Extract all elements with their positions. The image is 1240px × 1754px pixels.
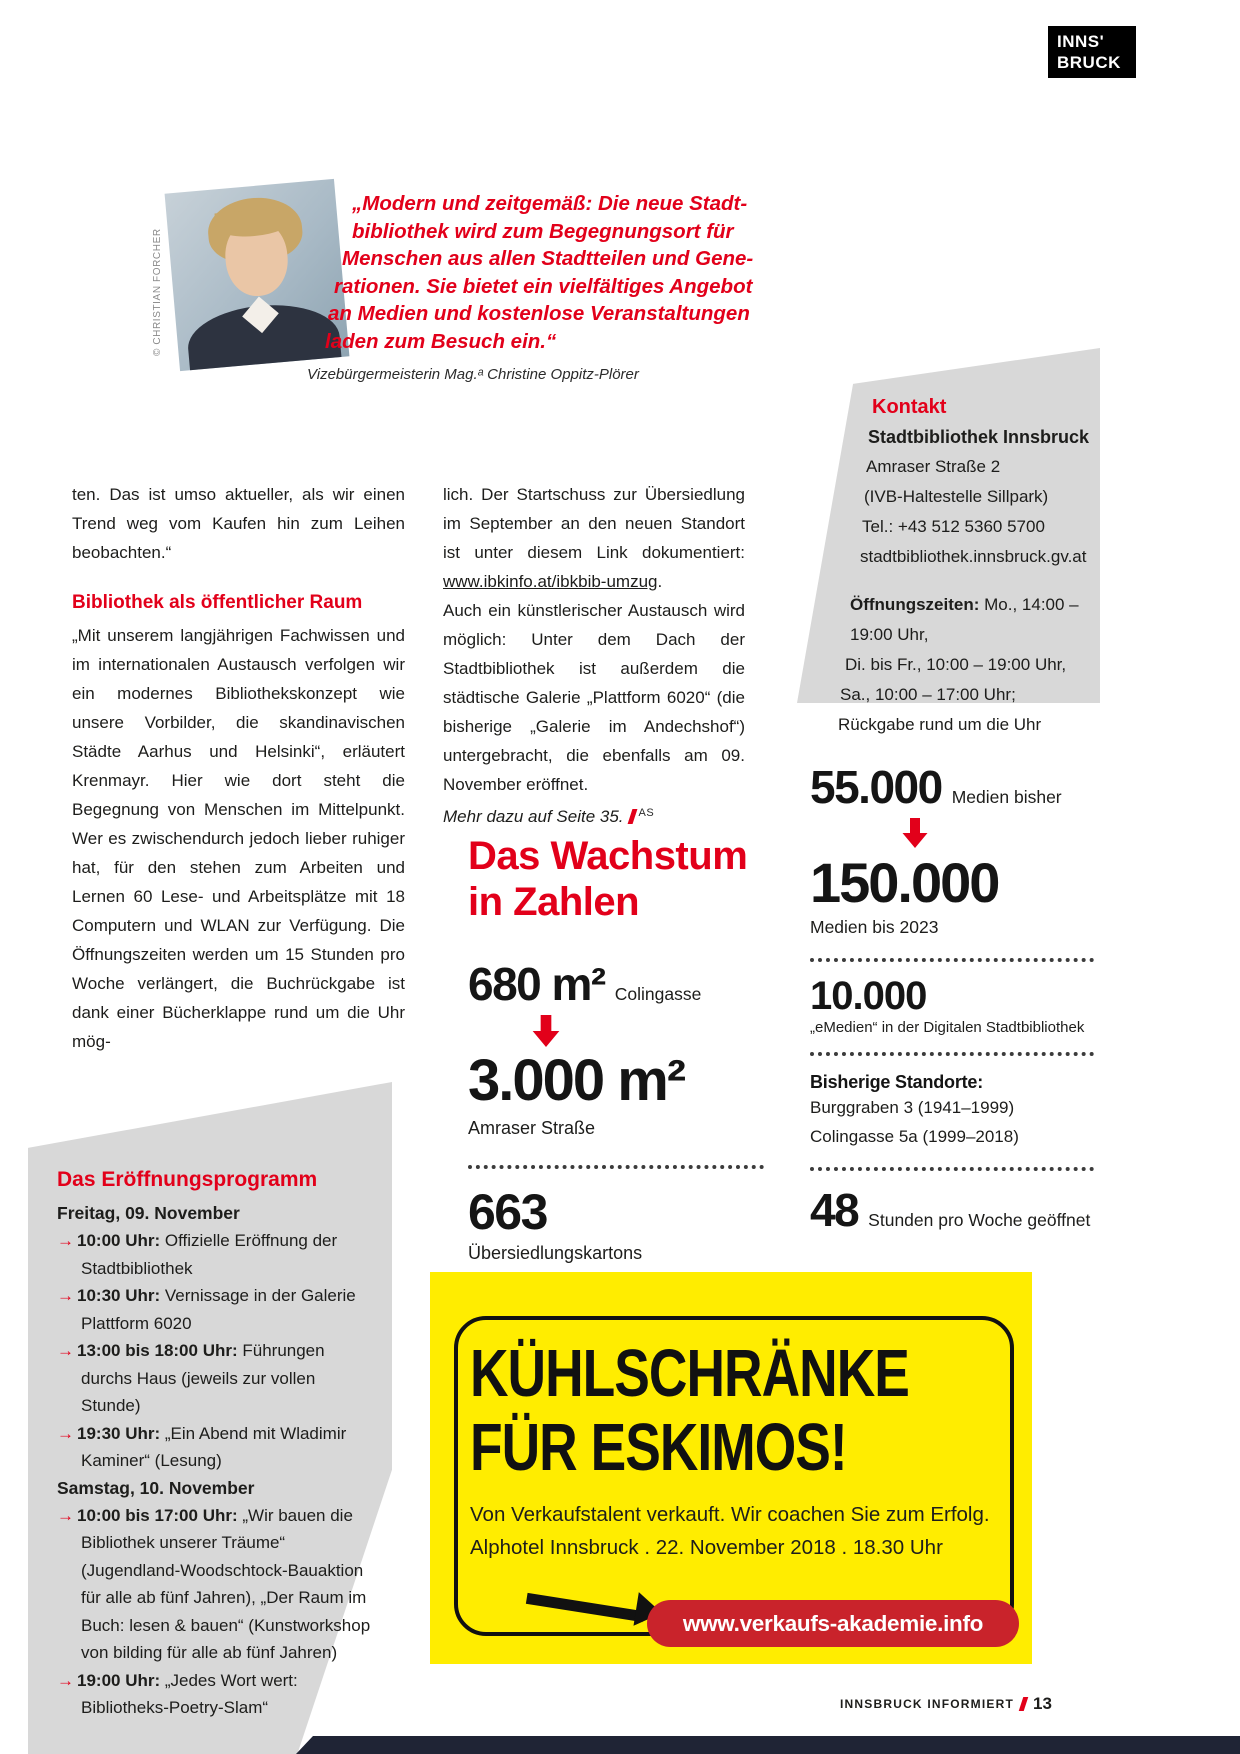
growth-stats-block bbox=[468, 833, 768, 1264]
program-time: 19:00 Uhr: bbox=[77, 1670, 161, 1690]
ad-headline-line-2: FÜR ESKIMOS! bbox=[470, 1409, 847, 1485]
stat-value: 10.000 bbox=[810, 974, 927, 1018]
article-column-2 bbox=[443, 480, 745, 831]
dotted-divider bbox=[468, 1165, 764, 1169]
program-day-2-list bbox=[57, 1502, 371, 1722]
ad-body-line-1: Von Verkaufstalent verkauft. Wir coachen Sie zum Erfolg. bbox=[470, 1503, 990, 1526]
location-line: Colingasse 5a (1999–2018) bbox=[810, 1127, 1019, 1146]
down-arrow-icon bbox=[530, 1015, 562, 1047]
program-time: 19:30 Uhr: bbox=[77, 1423, 161, 1443]
red-slash-icon bbox=[1019, 1697, 1029, 1711]
arrow-right-icon: → bbox=[57, 1670, 74, 1690]
stat-value: 55.000 bbox=[810, 761, 942, 813]
quote-line: „Modern und zeitgemäß: Die neue Stadt- bbox=[352, 192, 748, 215]
kontakt-hours-line-2: Di. bis Fr., 10:00 – 19:00 Uhr, bbox=[845, 655, 1067, 674]
logo-line-1: INNS' bbox=[1057, 32, 1105, 51]
program-day-1-list bbox=[57, 1227, 371, 1475]
pull-quote bbox=[325, 190, 765, 355]
article-paragraph bbox=[443, 480, 745, 596]
note-text: Mehr dazu auf Seite 35. bbox=[443, 807, 624, 826]
kontakt-hours-line-1 bbox=[850, 590, 1097, 650]
stat-label: Colingasse bbox=[614, 984, 702, 1004]
section-heading: Bibliothek als öffentlicher Raum bbox=[72, 592, 363, 613]
kontakt-name: Stadtbibliothek Innsbruck bbox=[868, 427, 1090, 447]
dotted-divider bbox=[810, 958, 1094, 962]
stat-label: Stunden pro Woche geöffnet bbox=[868, 1210, 1091, 1230]
stat-label: Übersiedlungskartons bbox=[468, 1243, 643, 1263]
dotted-divider bbox=[810, 1052, 1094, 1056]
author-initials: AS bbox=[638, 807, 655, 819]
stat-row-colingasse bbox=[468, 957, 768, 1011]
kontakt-website[interactable]: stadtbibliothek.innsbruck.gv.at bbox=[860, 547, 1087, 566]
program-time: 10:00 bis 17:00 Uhr: bbox=[77, 1505, 238, 1525]
paragraph-text: . bbox=[657, 572, 663, 591]
stat-value: 48 bbox=[810, 1184, 859, 1236]
logo-line-2: BRUCK bbox=[1057, 53, 1121, 72]
program-text: „Jedes Wort wert: Bibliotheks-Poetry-Slam“ bbox=[81, 1670, 298, 1717]
stat-value: 3.000 m² bbox=[468, 1048, 685, 1113]
bottom-color-bar bbox=[296, 1736, 1240, 1754]
kontakt-hours-line-3: Sa., 10:00 – 17:00 Uhr; bbox=[840, 685, 1016, 704]
arrow-right-icon: → bbox=[57, 1231, 74, 1250]
library-stats-block bbox=[810, 760, 1094, 1237]
program-item bbox=[57, 1227, 371, 1282]
article-column-1 bbox=[72, 480, 405, 1056]
program-item bbox=[57, 1502, 371, 1667]
page-footer bbox=[840, 1694, 1052, 1714]
program-day-1: Freitag, 09. November bbox=[57, 1203, 240, 1223]
kontakt-address-2: (IVB-Haltestelle Sillpark) bbox=[864, 487, 1049, 506]
article-paragraph: „Mit unserem langjährigen Fachwissen und im internationalen Austausch verfolgen wir ein modernes Bibliothekskonzept wie unsere Vorbilder, die skandinavischen Städte Aarhus und Helsinki“, erläutert Krenmayr. Hier wie dort steht die Begegnung von Menschen im Mittelpunkt. Wer es zwischendurch jedoch lieber ruhiger hat, für den stehen zum Arbeiten und Lernen 60 Lese- und Arbeitsplätze mit 18 Computern und WLAN zur Verfügung. Die Öffnungszeiten werden um 15 Stunden pro Woche verlängert, die Buchrückgabe ist dank einer Bücherklappe rund um die Uhr mög- bbox=[72, 626, 405, 1051]
program-text: Führungen durchs Haus (jeweils zur vollen Stunde) bbox=[81, 1341, 325, 1415]
ad-headline-line-1: KÜHLSCHRÄNKE bbox=[470, 1335, 909, 1411]
arrow-right-icon: → bbox=[57, 1505, 74, 1525]
paragraph-text: lich. Der Startschuss zur Übersiedlung im September an den neuen Standort ist unter diesem Link dokumentiert: bbox=[443, 485, 745, 562]
kontakt-heading: Kontakt bbox=[872, 396, 947, 418]
program-time: 10:00 Uhr: bbox=[77, 1231, 161, 1250]
dotted-divider bbox=[810, 1167, 1094, 1171]
ad-cta-button[interactable]: www.verkaufs-akademie.info bbox=[647, 1600, 1019, 1647]
red-slash-icon bbox=[627, 809, 637, 824]
article-paragraph: Auch ein künstlerischer Austausch wird möglich: Unter dem Dach der Stadtbibliothek ist außerdem die städtische Galerie „Plattform 6020“ (die bisherige „Galerie im Andechshof“) untergebracht, die ebenfalls am 09. November eröffnet. bbox=[443, 601, 745, 794]
program-heading: Das Eröffnungsprogramm bbox=[57, 1168, 318, 1191]
location-line: Burggraben 3 (1941–1999) bbox=[810, 1098, 1015, 1117]
kontakt-box bbox=[797, 392, 1097, 740]
program-item bbox=[57, 1420, 371, 1475]
hours-value: Mo., 14:00 – 19:00 Uhr, bbox=[850, 595, 1079, 644]
kontakt-phone: Tel.: +43 512 5360 5700 bbox=[862, 517, 1045, 536]
kontakt-hours-line-4: Rückgabe rund um die Uhr bbox=[838, 715, 1042, 734]
program-item bbox=[57, 1667, 371, 1722]
arrow-right-icon: → bbox=[57, 1341, 74, 1360]
quote-line: rationen. Sie bietet ein vielfältiges Angebot bbox=[334, 274, 753, 298]
stat-label: Amraser Straße bbox=[468, 1118, 596, 1138]
stat-value: 663 bbox=[468, 1184, 547, 1240]
growth-title-line-2: in Zahlen bbox=[468, 880, 640, 924]
program-time: 13:00 bis 18:00 Uhr: bbox=[77, 1341, 238, 1360]
stat-value: 150.000 bbox=[810, 851, 999, 914]
program-text: „Wir bauen die Bibliothek unserer Träume“ (Jugendland-Woodschtock-Bauaktion für alle ab fünf Jahren), „Der Raum im Buch: lesen & bauen“ (Kunstworkshop von bilding für alle ab fünf Jahren) bbox=[81, 1505, 371, 1662]
cross-reference-note bbox=[443, 799, 745, 831]
innsbruck-logo bbox=[1048, 26, 1136, 78]
advertisement bbox=[430, 1272, 1032, 1664]
down-arrow-icon bbox=[900, 818, 930, 848]
stat-label: „eMedien“ in der Digitalen Stadtbibliothek bbox=[810, 1019, 1085, 1036]
arrow-right-icon: → bbox=[57, 1286, 74, 1305]
stat-row-hours bbox=[810, 1183, 1094, 1237]
quote-line: an Medien und kostenlose Veranstaltungen bbox=[328, 302, 750, 325]
footer-brand: INNSBRUCK INFORMIERT bbox=[840, 1697, 1014, 1711]
kontakt-address-1: Amraser Straße 2 bbox=[866, 457, 1001, 476]
ad-body-line-2: Alphotel Innsbruck . 22. November 2018 . 18.30 Uhr bbox=[470, 1536, 943, 1559]
umzug-link[interactable]: www.ibkinfo.at/ibkbib-umzug bbox=[443, 572, 658, 591]
quote-attribution: Vizebürgermeisterin Mag.ᵃ Christine Oppitz-Plörer bbox=[307, 366, 639, 383]
quote-line: Menschen aus allen Stadtteilen und Gene- bbox=[342, 247, 754, 270]
locations-heading: Bisherige Standorte: bbox=[810, 1072, 984, 1092]
program-text: „Ein Abend mit Wladimir Kaminer“ (Lesung) bbox=[81, 1423, 347, 1470]
quote-line: laden zum Besuch ein.“ bbox=[325, 329, 557, 353]
portrait-photo bbox=[165, 179, 350, 371]
growth-title-line-1: Das Wachstum bbox=[468, 834, 748, 878]
stat-row-media-before bbox=[810, 760, 1094, 814]
page-number: 13 bbox=[1033, 1694, 1052, 1713]
stat-label: Medien bis 2023 bbox=[810, 917, 939, 937]
program-time: 10:30 Uhr: bbox=[77, 1286, 161, 1305]
ad-body-text bbox=[470, 1498, 990, 1564]
stat-label: Medien bisher bbox=[951, 787, 1062, 807]
photo-credit: © CHRISTIAN FORCHER bbox=[152, 228, 163, 356]
program-item bbox=[57, 1337, 371, 1420]
article-paragraph: ten. Das ist umso aktueller, als wir einen Trend weg vom Kaufen hin zum Leihen beobachten.“ bbox=[72, 485, 405, 562]
opening-program bbox=[57, 1168, 371, 1722]
program-text: Vernissage in der Galerie Plattform 6020 bbox=[81, 1286, 356, 1333]
program-day-2: Samstag, 10. November bbox=[57, 1477, 255, 1498]
arrow-right-icon: → bbox=[57, 1423, 74, 1443]
quote-line: bibliothek wird zum Begegnungsort für bbox=[352, 219, 734, 243]
stat-value: 680 m² bbox=[468, 958, 605, 1010]
program-item bbox=[57, 1282, 371, 1337]
program-text: Offizielle Eröffnung der Stadtbibliothek bbox=[81, 1231, 338, 1278]
hours-label: Öffnungszeiten: bbox=[850, 595, 980, 614]
